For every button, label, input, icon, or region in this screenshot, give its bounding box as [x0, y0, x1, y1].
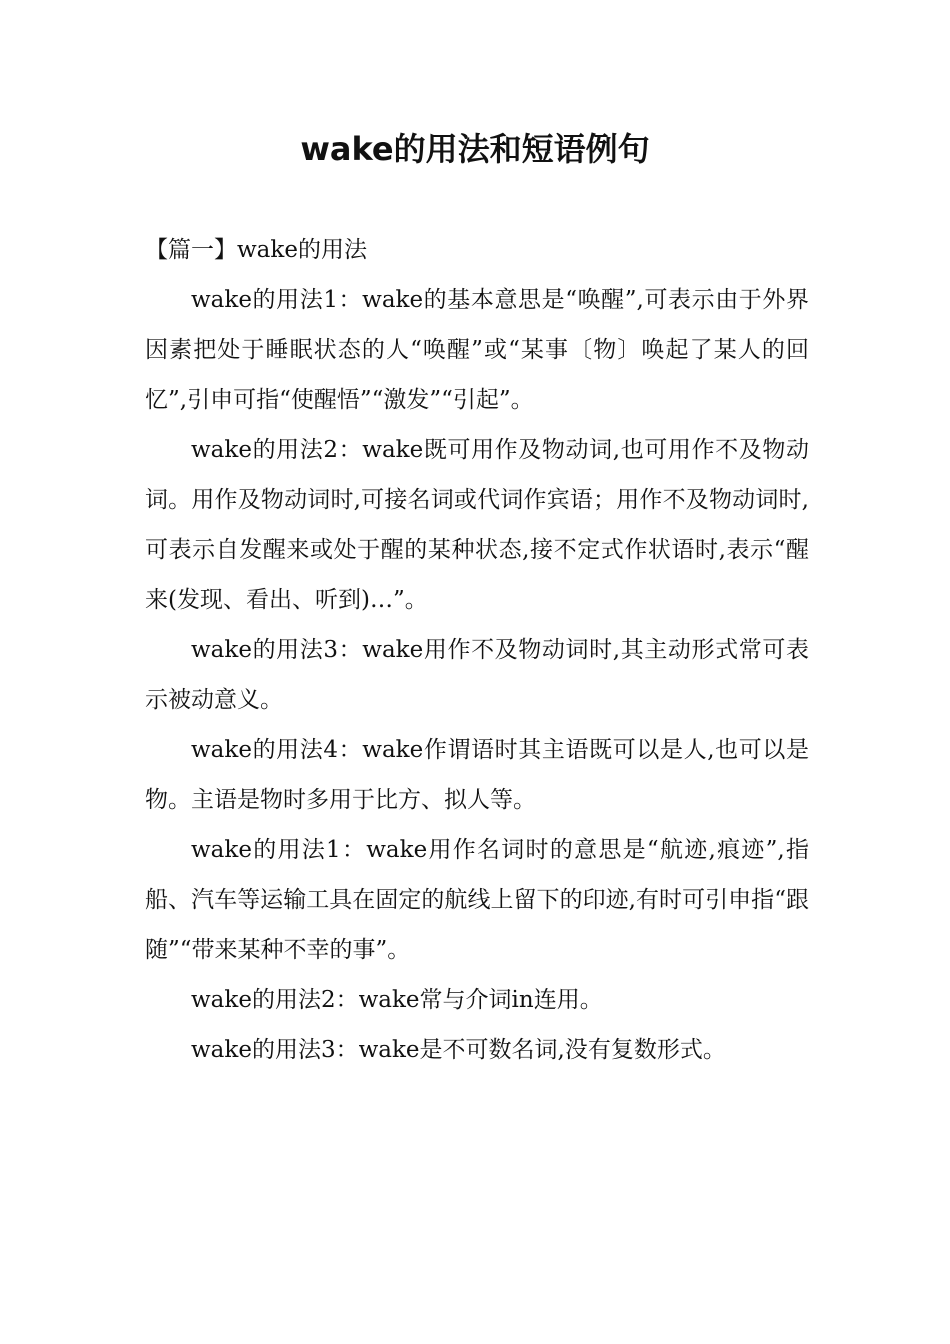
paragraph-usage-1: wake的用法1：wake的基本意思是“唤醒”,可表示由于外界因素把处于睡眠状态的人“唤醒”或“某事〔物〕唤起了某人的回忆”,引申可指“使醒悟”“激发”“引起”。 — [145, 287, 809, 413]
section-heading: 【篇一】wake的用法 — [145, 237, 367, 263]
document-body — [145, 225, 809, 1075]
paragraph-noun-usage-1: wake的用法1：wake用作名词时的意思是“航迹,痕迹”,指船、汽车等运输工具在固定的航线上留下的印迹,有时可引申指“跟随”“带来某种不幸的事”。 — [145, 837, 809, 963]
document-title: wake的用法和短语例句 — [300, 130, 650, 168]
paragraph-noun-usage-2: wake的用法2：wake常与介词in连用。 — [191, 987, 603, 1013]
paragraph-noun-usage-3: wake的用法3：wake是不可数名词,没有复数形式。 — [191, 1037, 726, 1063]
paragraph-usage-2: wake的用法2：wake既可用作及物动词,也可用作不及物动词。用作及物动词时,可接名词或代词作宾语；用作不及物动词时,可表示自发醒来或处于醒的某种状态,接不定式作状语时,表示“醒来(发现、看出、听到)…”。 — [145, 437, 809, 613]
paragraph-usage-4: wake的用法4：wake作谓语时其主语既可以是人,也可以是物。主语是物时多用于比方、拟人等。 — [145, 737, 809, 813]
paragraph-usage-3: wake的用法3：wake用作不及物动词时,其主动形式常可表示被动意义。 — [145, 637, 809, 713]
